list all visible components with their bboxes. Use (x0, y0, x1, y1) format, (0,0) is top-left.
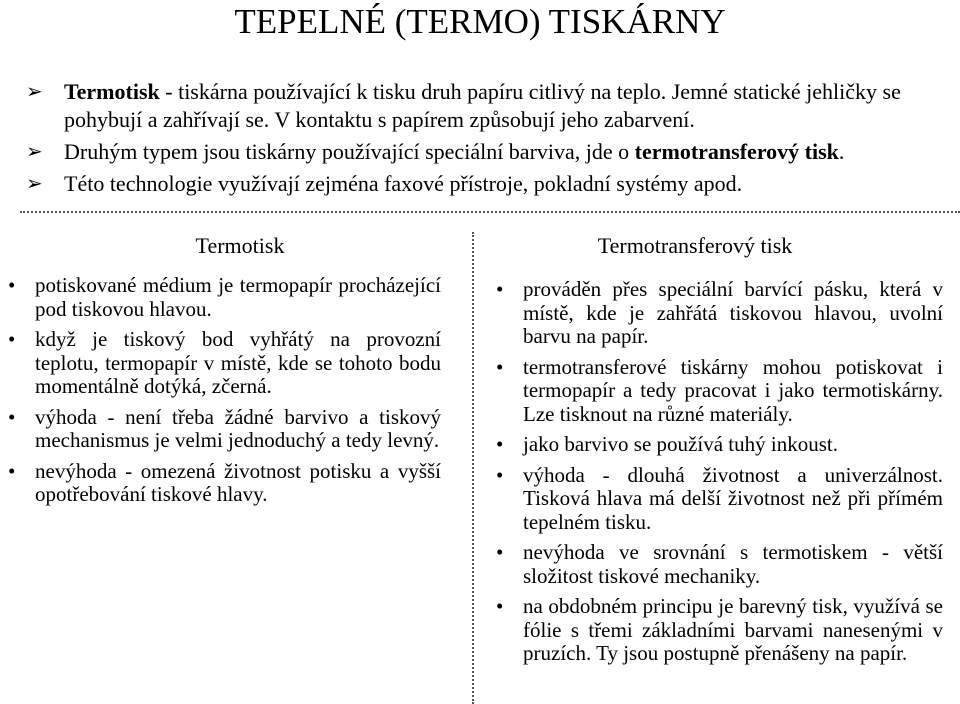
intro-text: Druhým typem jsou tiskárny používající speciální barviva, jde o (64, 139, 635, 164)
intro-item (26, 138, 936, 166)
list-item (496, 278, 943, 349)
intro-list (26, 78, 936, 202)
bullet-icon: • (496, 594, 504, 618)
list-item (496, 356, 943, 427)
list-item-text: nevýhoda - omezená životnost potisku a vyšší opotřebování tiskové hlavy. (35, 458, 441, 506)
left-column-heading: Termotisk (195, 233, 285, 258)
list-item-text: potiskované médium je termopapír procházející pod tiskovou hlavou. (35, 273, 441, 321)
bullet-icon: • (496, 277, 504, 301)
list-item-text: termotransferové tiskárny mohou potiskovat i termopapír a tedy pracovat i jako termotiskárny. Lze tisknout na různé materiály. (523, 354, 943, 426)
page-title: TEPELNÉ (TERMO) TISKÁRNY (234, 2, 726, 41)
arrow-bullet-icon: ➢ (26, 173, 43, 195)
list-item (496, 464, 943, 535)
list-item (496, 433, 943, 457)
intro-text: Této technologie využívají zejména faxové přístroje, pokladní systémy apod. (64, 171, 743, 196)
bullet-icon: • (496, 432, 504, 456)
intro-text-end: . (838, 139, 845, 164)
bullet-icon: • (8, 404, 16, 429)
intro-term: Termotisk (64, 79, 160, 104)
bullet-icon: • (8, 273, 16, 297)
arrow-bullet-icon: ➢ (26, 141, 43, 163)
bullet-icon: • (496, 462, 504, 487)
bullet-icon: • (8, 458, 16, 483)
list-item-text: jako barvivo se používá tuhý inkoust. (523, 432, 838, 456)
horizontal-divider (20, 211, 960, 213)
list-item-text: když je tiskový bod vyhřátý na provozní teplotu, termopapír v místě, kde se tohoto bodu momentálně dotýká, zčerná. (35, 327, 441, 398)
bullet-icon: • (496, 540, 504, 564)
intro-term: termotransferový tisk (634, 139, 839, 164)
list-item (496, 541, 943, 588)
bullet-icon: • (496, 354, 504, 379)
list-item (496, 595, 943, 666)
arrow-bullet-icon: ➢ (26, 81, 43, 103)
intro-text: - tiskárna používající k tisku druh papíru citlivý na teplo. Jemné statické jehličky se pohybují a zahřívají se. V kontaktu s papírem způsobují jeho zabarvení. (64, 79, 901, 132)
right-column-heading: Termotransferový tisk (597, 233, 793, 258)
list-item-text: prováděn přes speciální barvící pásku, která v místě, kde je zahřátá tiskovou hlavou, uvolní barvu na papír. (523, 277, 943, 348)
vertical-divider (472, 232, 474, 704)
bullet-icon: • (8, 327, 16, 351)
list-item (8, 460, 441, 507)
intro-item (26, 170, 936, 198)
list-item-text: výhoda - není třeba žádné barvivo a tiskový mechanismus je velmi jednoduchý a tedy levný. (35, 404, 441, 452)
list-item-text: výhoda - dlouhá životnost a univerzálnost. Tisková hlava má delší životnost než při přímém tepelném tisku. (523, 462, 943, 534)
intro-item (26, 78, 936, 134)
list-item-text: na obdobném principu je barevný tisk, využívá se fólie s třemi základními barvami nanesenými v pruzích. Ty jsou postupně přenášeny na papír. (523, 594, 943, 665)
list-item (8, 328, 441, 399)
left-column-list (8, 274, 441, 514)
list-item (8, 406, 441, 453)
right-column-list (496, 278, 943, 673)
list-item-text: nevýhoda ve srovnání s termotiskem - větší složitost tiskové mechaniky. (523, 540, 943, 588)
list-item (8, 274, 441, 321)
